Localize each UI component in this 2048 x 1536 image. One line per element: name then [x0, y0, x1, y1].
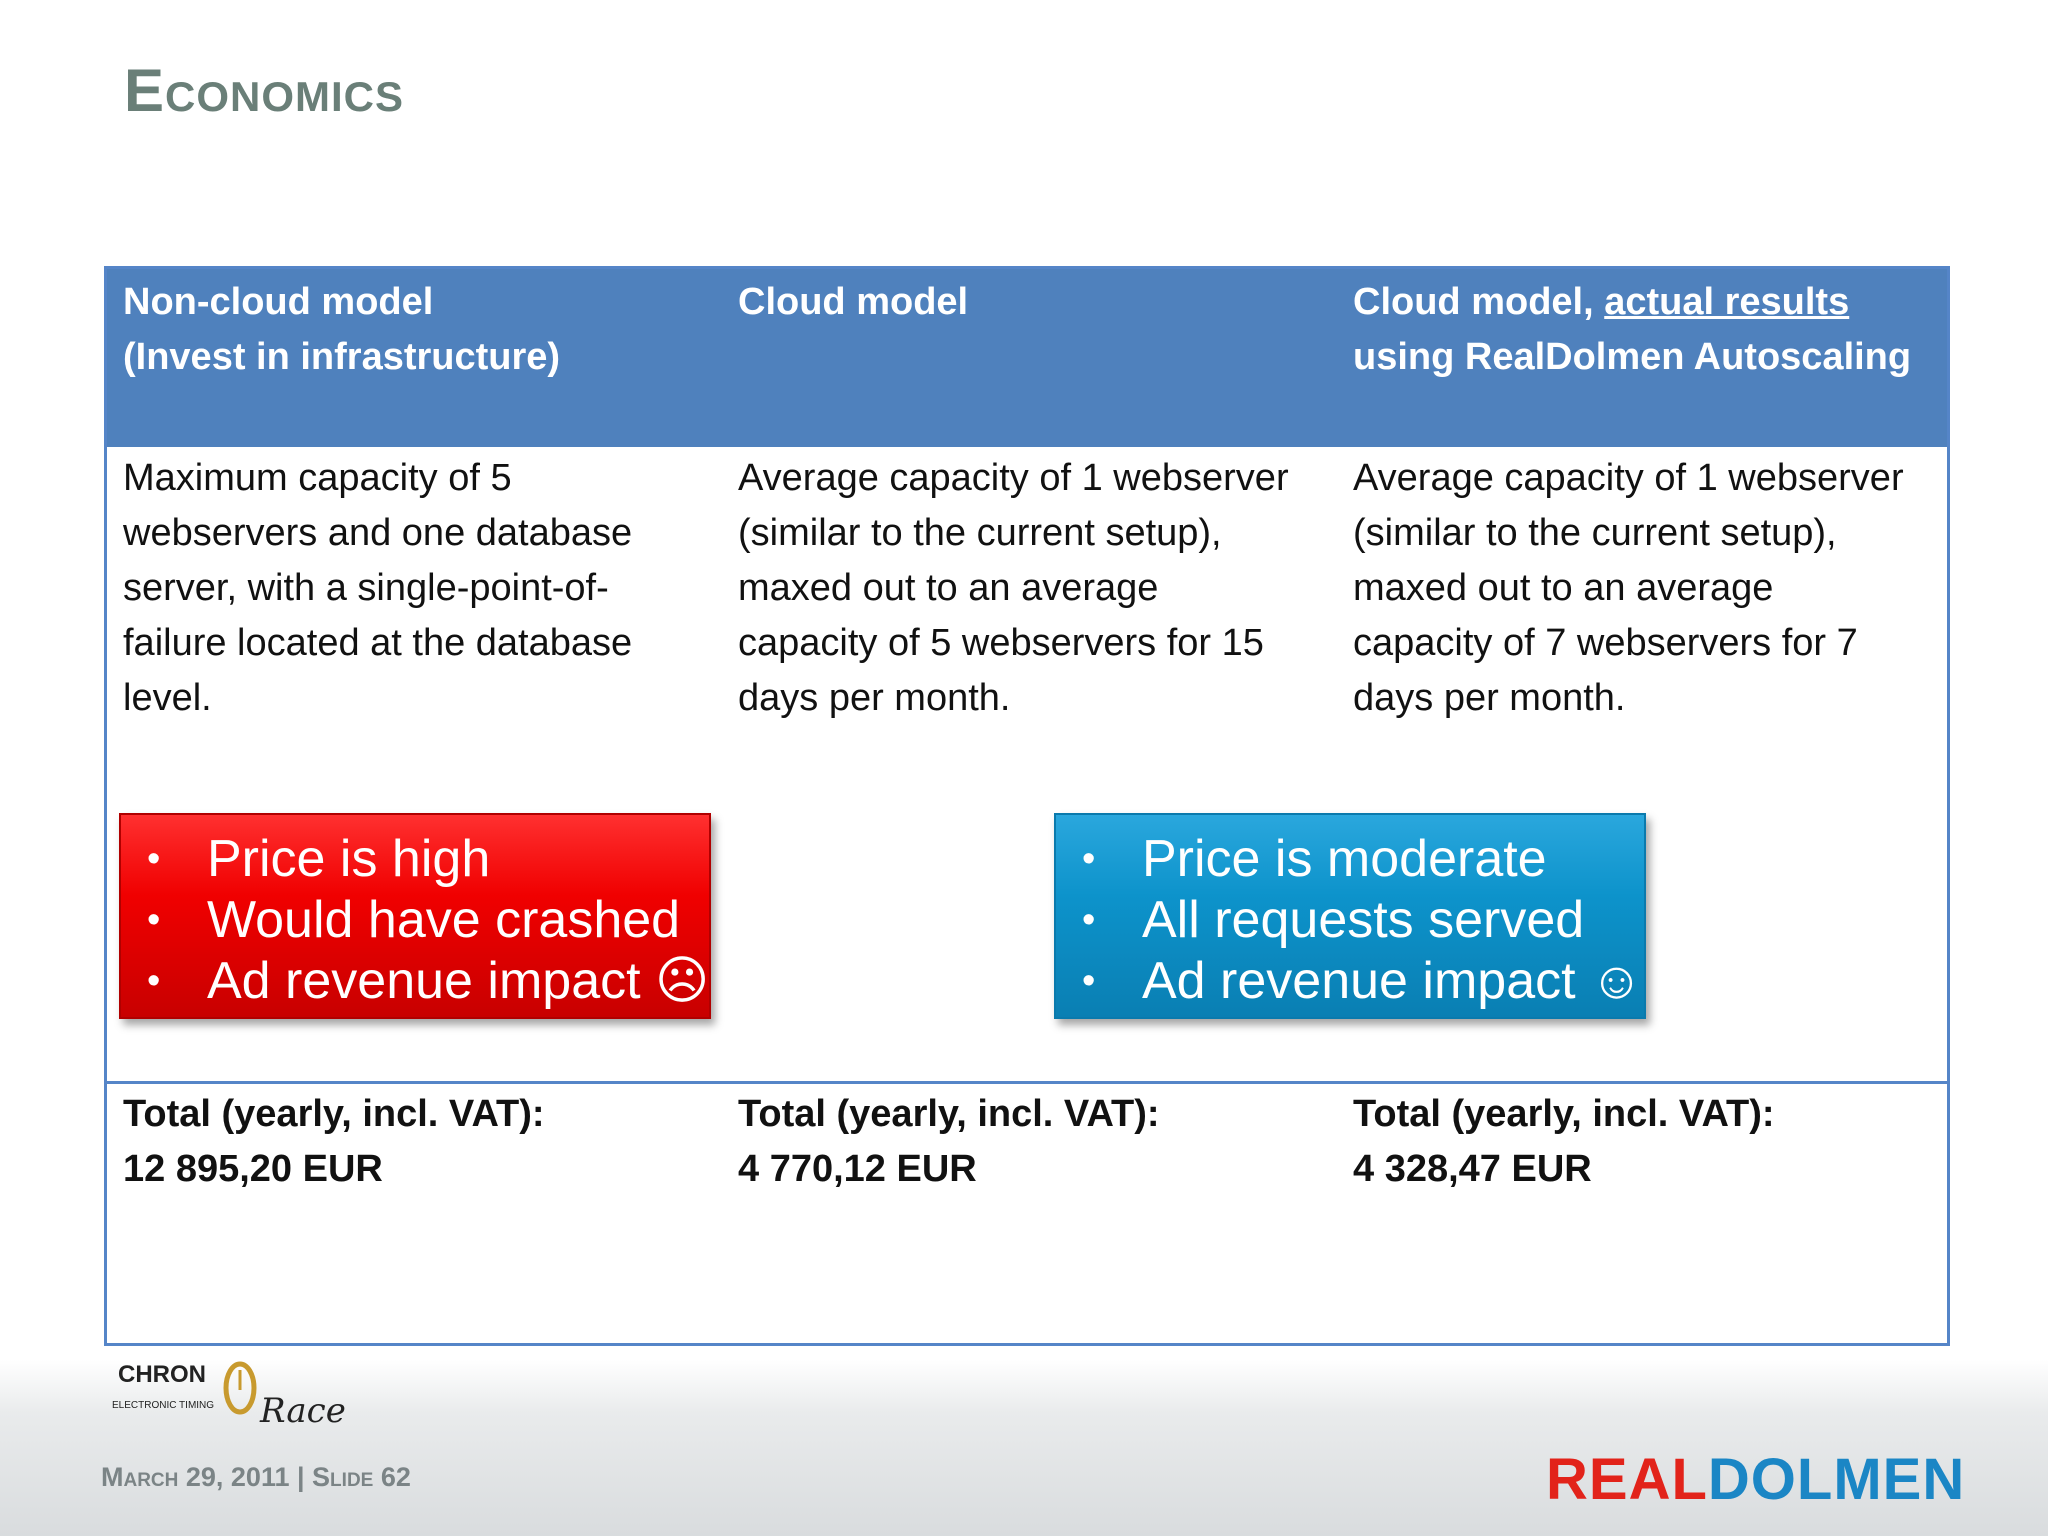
description-cloud-actual: [1353, 451, 1953, 726]
comparison-table: [104, 266, 1950, 1346]
bullet-icon: •: [1082, 960, 1096, 1002]
callout-item: [135, 829, 709, 890]
description-line: maxed out to an average: [1353, 567, 1774, 609]
header-line: Cloud model,: [1353, 281, 1605, 323]
total-value: 12 895,20 EUR: [123, 1148, 383, 1190]
total-value: 4 770,12 EUR: [738, 1148, 977, 1190]
callout-text: All requests served: [1142, 891, 1585, 949]
bullet-icon: •: [147, 838, 161, 880]
table-header-row: [107, 269, 1947, 447]
callout-text: Price is high: [207, 830, 491, 888]
negative-callout: [119, 813, 711, 1019]
chronorace-logo: [108, 1350, 358, 1430]
description-cloud: [738, 451, 1338, 726]
header-cloud-model: [738, 275, 1338, 330]
callout-item: [1070, 890, 1644, 951]
description-line: maxed out to an average: [738, 567, 1159, 609]
description-line: failure located at the database: [123, 622, 633, 664]
header-subline: (Invest in infrastructure): [123, 336, 561, 378]
total-value: 4 328,47 EUR: [1353, 1148, 1592, 1190]
total-cloud-actual: [1353, 1087, 1953, 1197]
header-non-cloud-model: [123, 275, 723, 385]
callout-item: [135, 890, 709, 951]
description-line: (similar to the current setup),: [738, 512, 1222, 554]
header-subline: using RealDolmen Autoscaling: [1353, 336, 1912, 378]
footer-date-slide: March 29, 2011 | Slide 62: [101, 1462, 411, 1492]
slide-title: Economics: [124, 57, 405, 124]
description-line: Average capacity of 1 webserver: [738, 457, 1289, 499]
logo-main-text: CHRON: [118, 1361, 206, 1388]
logo-part-dolmen: DOLMEN: [1707, 1447, 1966, 1512]
callout-item: [135, 951, 709, 1012]
callout-text: Ad revenue impact ☹: [207, 952, 710, 1010]
callout-text: Price is moderate: [1142, 830, 1547, 888]
logo-part-real: REAL: [1546, 1447, 1708, 1512]
description-line: days per month.: [1353, 677, 1626, 719]
description-line: days per month.: [738, 677, 1011, 719]
header-cloud-model-actual: [1353, 275, 1953, 385]
bullet-icon: •: [1082, 899, 1096, 941]
callout-item: [1070, 951, 1644, 1012]
description-non-cloud: [123, 451, 723, 726]
actual-results-link[interactable]: actual results: [1604, 281, 1850, 323]
bullet-icon: •: [147, 960, 161, 1002]
total-label: Total (yearly, incl. VAT):: [738, 1093, 1160, 1135]
realdolmen-logo: [1546, 1446, 1965, 1513]
description-line: (similar to the current setup),: [1353, 512, 1837, 554]
description-line: webservers and one database: [123, 512, 633, 554]
total-cloud: [738, 1087, 1338, 1197]
callout-item: [1070, 829, 1644, 890]
total-label: Total (yearly, incl. VAT):: [123, 1093, 545, 1135]
callout-text: Would have crashed: [207, 891, 681, 949]
description-line: level.: [123, 677, 212, 719]
logo-sub-text: ELECTRONIC TIMING: [112, 1400, 215, 1411]
description-line: capacity of 7 webservers for 7: [1353, 622, 1858, 664]
header-line: Cloud model: [738, 281, 969, 323]
description-line: Maximum capacity of 5: [123, 457, 512, 499]
logo-script-text: Race: [260, 1391, 346, 1430]
positive-callout: [1054, 813, 1646, 1019]
total-non-cloud: [123, 1087, 723, 1197]
header-line: Non-cloud model: [123, 281, 434, 323]
table-row-divider: [107, 1081, 1947, 1084]
description-line: capacity of 5 webservers for 15: [738, 622, 1264, 664]
bullet-icon: •: [147, 899, 161, 941]
callout-text: Ad revenue impact ☺: [1142, 952, 1644, 1010]
total-label: Total (yearly, incl. VAT):: [1353, 1093, 1775, 1135]
description-line: Average capacity of 1 webserver: [1353, 457, 1904, 499]
bullet-icon: •: [1082, 838, 1096, 880]
description-line: server, with a single-point-of-: [123, 567, 609, 609]
